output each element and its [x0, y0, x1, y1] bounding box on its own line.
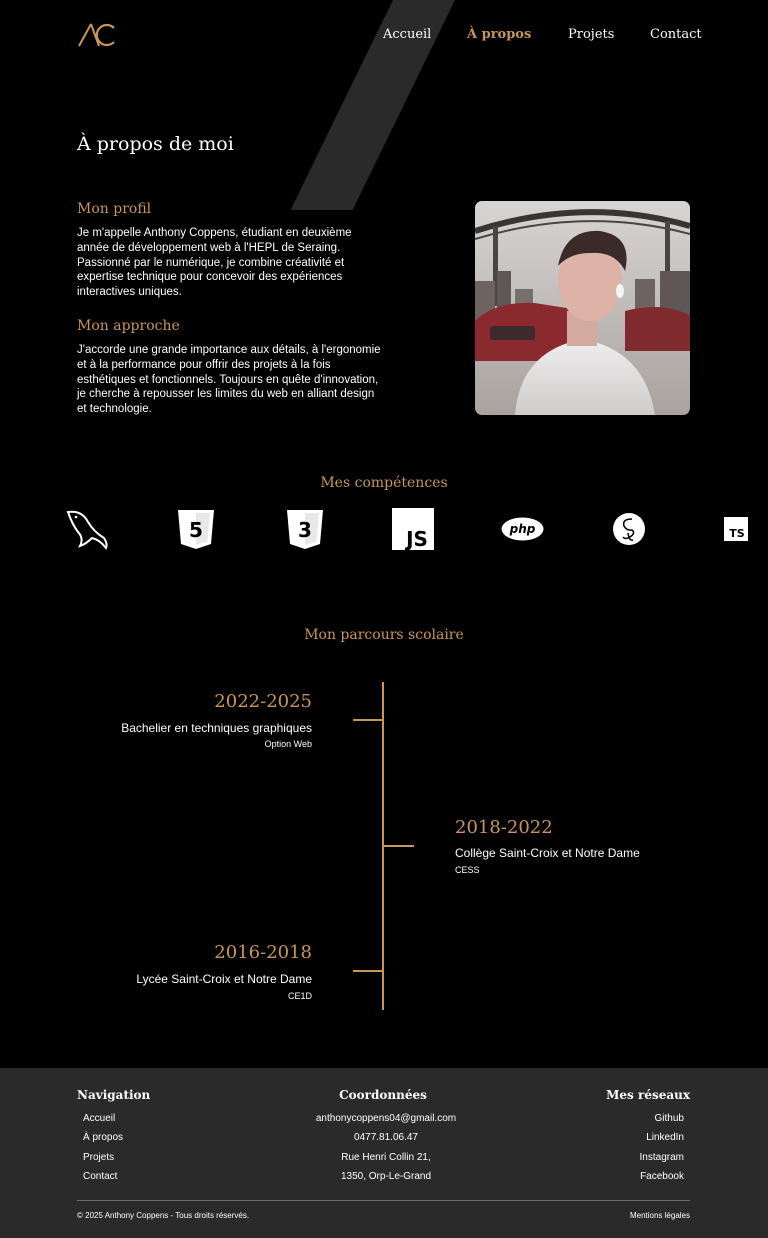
typescript-icon [724, 517, 748, 541]
php-icon [501, 517, 544, 541]
page-title: À propos de moi [77, 133, 234, 155]
skill-html5 [176, 508, 216, 550]
education-title: Mon parcours scolaire [304, 627, 464, 643]
site-footer [0, 1068, 768, 1238]
timeline-tick [384, 845, 414, 847]
nav-a-propos[interactable]: À propos [467, 27, 532, 42]
footer-instagram-link[interactable]: Instagram [639, 1152, 684, 1163]
timeline-tick [353, 719, 383, 721]
site-header [0, 0, 768, 70]
footer-legal-link[interactable]: Mentions légales [629, 1211, 690, 1220]
timeline-option: Option Web [264, 739, 312, 749]
timeline-tick [353, 970, 383, 972]
profile-photo [475, 201, 690, 415]
footer-github-link[interactable]: Github [654, 1113, 684, 1124]
footer-copyright: © 2025 Anthony Coppens - Tous droits réservés. [77, 1211, 250, 1220]
profile-text: Je m'appelle Anthony Coppens, étudiant en deuxième année de développement web à l'HEPL de Seraing. Passionné par le numérique, je combine créativité et expertise technique pour concevoir des expériences interactives uniques. [77, 227, 352, 299]
footer-contact-heading: Coordonnées [339, 1088, 427, 1102]
footer-nav-accueil[interactable]: Accueil [83, 1113, 116, 1124]
timeline-degree: Lycée Saint-Croix et Notre Dame [136, 972, 312, 986]
timeline-option: CE1D [287, 991, 312, 1001]
approach-text: J'accorde une grande importance aux détails, à l'ergonomie et à la performance pour offrir des projets à la fois esthétiques et fonctionnels. Toujours en quête d'innovation, je cherche à repousser les limites du web en alliant design et technologie. [77, 344, 381, 416]
nav-projets[interactable]: Projets [568, 27, 615, 42]
timeline-year: 2018-2022 [455, 817, 553, 838]
timeline-year: 2016-2018 [214, 942, 312, 963]
footer-nav-contact[interactable]: Contact [83, 1171, 118, 1182]
footer-nav-projets[interactable]: Projets [83, 1152, 115, 1163]
skill-sass [612, 508, 646, 550]
footer-address-city: 1350, Orp-Le-Grand [340, 1171, 432, 1182]
javascript-icon [392, 508, 434, 550]
skill-mysql [64, 508, 110, 550]
approach-heading: Mon approche [77, 318, 180, 334]
skill-javascript [392, 508, 434, 550]
html5-icon [176, 508, 216, 550]
timeline-degree: Collège Saint-Croix et Notre Dame [455, 846, 640, 860]
footer-nav-heading: Navigation [77, 1088, 151, 1102]
skill-php [501, 508, 544, 550]
svg-text:TS: TS [729, 527, 745, 540]
skill-css3 [285, 508, 325, 550]
footer-email-link[interactable]: anthonycoppens04@gmail.com [315, 1113, 457, 1124]
svg-text:5: 5 [189, 518, 203, 542]
mysql-icon [64, 508, 110, 550]
timeline-degree: Bachelier en techniques graphiques [121, 721, 312, 735]
footer-divider [77, 1200, 690, 1201]
skill-typescript [724, 508, 748, 550]
profile-heading: Mon profil [77, 201, 152, 217]
timeline-option: CESS [455, 865, 480, 875]
nav-contact[interactable]: Contact [650, 27, 702, 42]
ac-logo-icon[interactable] [77, 22, 117, 48]
nav-accueil[interactable]: Accueil [383, 27, 432, 42]
timeline-year: 2022-2025 [214, 691, 312, 712]
footer-phone: 0477.81.06.47 [354, 1132, 418, 1143]
skills-title: Mes compétences [320, 475, 448, 491]
svg-text:3: 3 [298, 518, 312, 542]
svg-text:JS: JS [406, 527, 428, 550]
footer-nav-a-propos[interactable]: À propos [83, 1132, 124, 1143]
footer-facebook-link[interactable]: Facebook [640, 1171, 684, 1182]
footer-address-street: Rue Henri Collin 21, [341, 1152, 431, 1163]
svg-text:php: php [509, 522, 536, 536]
sass-icon [612, 511, 646, 547]
footer-linkedin-link[interactable]: LinkedIn [646, 1132, 684, 1143]
css3-icon [285, 508, 325, 550]
footer-social-heading: Mes réseaux [606, 1088, 690, 1102]
